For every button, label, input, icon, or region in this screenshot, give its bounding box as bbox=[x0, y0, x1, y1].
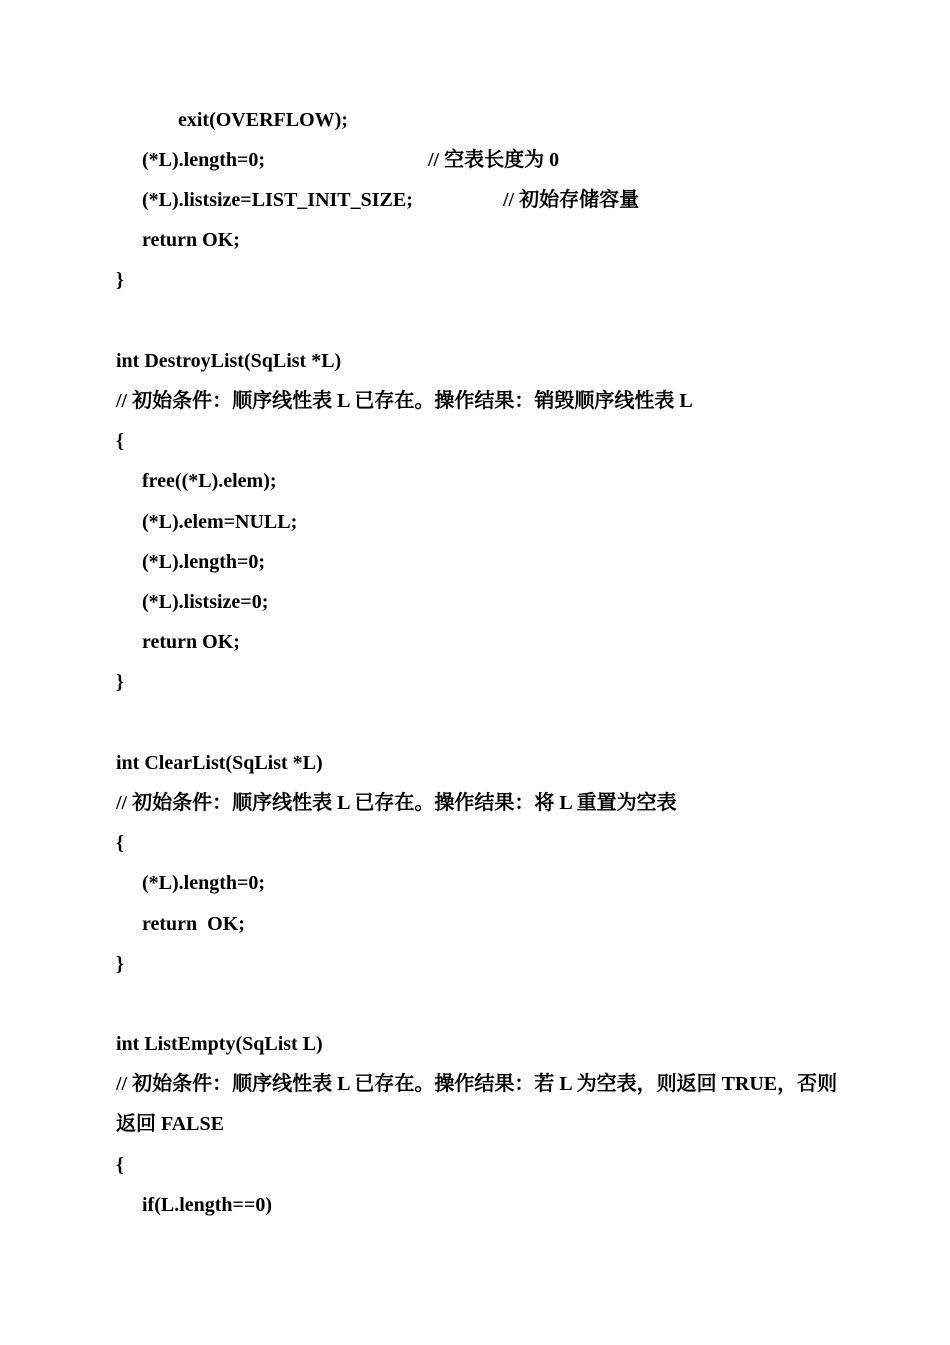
code-line bbox=[116, 268, 124, 292]
code-text: } bbox=[116, 269, 124, 291]
comment-text: // 初始条件：顺序线性表 L 已存在。操作结果：销毁顺序线性表 L bbox=[116, 390, 693, 412]
code-line bbox=[142, 630, 240, 654]
code-text: int ListEmpty(SqList L) bbox=[116, 1033, 323, 1055]
code-line bbox=[116, 670, 124, 694]
comment-line bbox=[116, 1072, 837, 1096]
code-text: int DestroyList(SqList *L) bbox=[116, 350, 342, 372]
code-line bbox=[142, 871, 265, 895]
code-line bbox=[116, 952, 124, 976]
code-line bbox=[142, 510, 297, 534]
comment-text: // 初始条件：顺序线性表 L 已存在。操作结果：将 L 重置为空表 bbox=[116, 792, 677, 814]
comment-text: // 初始条件：顺序线性表 L 已存在。操作结果：若 L 为空表，则返回 TRUE，否则 bbox=[116, 1073, 838, 1095]
code-text: (*L).length=0; bbox=[142, 149, 266, 171]
code-text: } bbox=[116, 953, 124, 975]
code-line bbox=[178, 108, 348, 132]
code-text: int ClearList(SqList *L) bbox=[116, 752, 323, 774]
code-text: free((*L).elem); bbox=[142, 470, 277, 492]
comment-line bbox=[116, 791, 677, 815]
code-line bbox=[116, 429, 124, 453]
comment-text: 返回 FALSE bbox=[116, 1113, 224, 1135]
comment-line bbox=[116, 1112, 224, 1136]
code-text: (*L).elem=NULL; bbox=[142, 511, 298, 533]
code-text: return OK; bbox=[142, 913, 245, 935]
function-signature bbox=[116, 751, 323, 775]
code-line bbox=[142, 912, 245, 936]
comment-text: // 空表长度为 0 bbox=[428, 149, 560, 171]
code-line bbox=[142, 228, 240, 252]
code-text: exit(OVERFLOW); bbox=[178, 109, 348, 131]
code-text: (*L).length=0; bbox=[142, 872, 266, 894]
function-signature bbox=[116, 1032, 323, 1056]
code-text: (*L).listsize=0; bbox=[142, 591, 269, 613]
code-line bbox=[142, 590, 268, 614]
code-line bbox=[142, 550, 265, 574]
code-text: (*L).listsize=LIST_INIT_SIZE; bbox=[142, 189, 413, 211]
code-comment bbox=[503, 188, 639, 212]
code-text: (*L).length=0; bbox=[142, 551, 266, 573]
code-text: { bbox=[116, 832, 124, 854]
code-line bbox=[142, 188, 413, 212]
code-line bbox=[116, 831, 124, 855]
code-comment bbox=[428, 148, 559, 172]
code-text: if(L.length==0) bbox=[142, 1194, 273, 1216]
code-text: } bbox=[116, 671, 124, 693]
code-text: { bbox=[116, 1154, 124, 1176]
code-line bbox=[116, 1153, 124, 1177]
code-text: { bbox=[116, 430, 124, 452]
function-signature bbox=[116, 349, 341, 373]
comment-line bbox=[116, 389, 693, 413]
code-line bbox=[142, 469, 277, 493]
code-line bbox=[142, 148, 265, 172]
code-text: return OK; bbox=[142, 631, 240, 653]
code-text: return OK; bbox=[142, 229, 240, 251]
code-line bbox=[142, 1193, 272, 1217]
comment-text: // 初始存储容量 bbox=[503, 189, 640, 211]
